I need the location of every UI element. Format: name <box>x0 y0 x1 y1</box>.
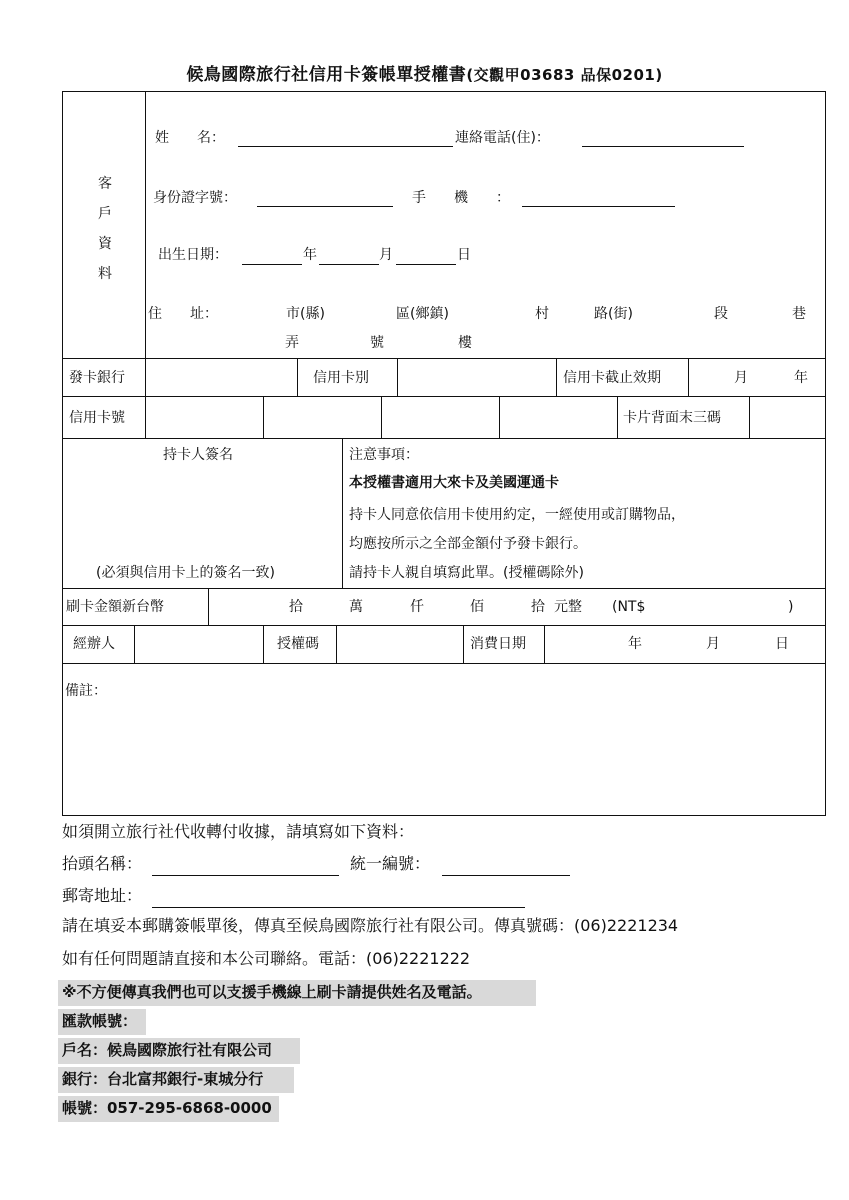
cell-divider <box>688 358 689 396</box>
remit-account-label: 匯款帳號： <box>62 1012 138 1030</box>
birth-month-unit: 月 <box>379 247 393 263</box>
amount-unit-ten-dollar: 拾 <box>531 599 545 615</box>
home-phone-field[interactable] <box>582 146 744 147</box>
birth-year-unit: 年 <box>303 247 317 263</box>
expiry-year-unit: 年 <box>794 370 808 386</box>
cell-divider <box>297 358 298 396</box>
cell-divider <box>463 625 464 663</box>
customer-section-char: 戶 <box>98 206 112 222</box>
purchase-day-unit: 日 <box>775 636 789 652</box>
row-divider <box>62 438 826 439</box>
fax-instruction: 請在填妥本郵購簽帳單後，傳真至候鳥國際旅行社有限公司。傳真號碼：(06)2221234 <box>62 916 679 935</box>
address-district-unit: 區(鄉鎮) <box>396 306 449 322</box>
document-title <box>0 60 849 85</box>
amount-label: 刷卡金額新台幣 <box>66 599 164 615</box>
contact-info: 如有任何問題請直接和本公司聯絡。電話：(06)2221222 <box>62 949 471 968</box>
address-section-unit: 段 <box>714 306 728 322</box>
card-type-label: 信用卡別 <box>313 370 369 386</box>
birth-date-label: 出生日期： <box>158 247 228 263</box>
mobile-label: 手 機 ： <box>412 190 510 206</box>
row-divider <box>62 588 826 589</box>
purchase-year-unit: 年 <box>628 636 642 652</box>
header-name-field[interactable] <box>152 875 339 876</box>
title-license: (交觀甲03683 品保0201) <box>466 66 663 84</box>
purchase-date-label: 消費日期 <box>470 636 526 652</box>
header-name-label: 抬頭名稱： <box>62 854 143 873</box>
address-alley-unit: 弄 <box>285 335 299 351</box>
issuing-bank-label: 發卡銀行 <box>69 370 125 386</box>
tax-id-field[interactable] <box>442 875 570 876</box>
address-village-unit: 村 <box>535 306 549 322</box>
cell-divider <box>749 396 750 438</box>
address-label: 住 址： <box>148 306 218 322</box>
address-number-unit: 號 <box>370 335 384 351</box>
amount-unit-dollar: 元整 <box>554 599 582 615</box>
address-floor-unit: 樓 <box>458 335 472 351</box>
name-field[interactable] <box>238 146 453 147</box>
birth-year-field[interactable] <box>242 264 302 265</box>
amount-nt-open: (NT$ <box>612 599 646 615</box>
cardholder-signature-label: 持卡人簽名 <box>163 447 233 463</box>
row-divider <box>62 663 826 664</box>
card-cvv-label: 卡片背面末三碼 <box>623 410 721 426</box>
cell-divider <box>544 625 545 663</box>
cell-divider <box>134 625 135 663</box>
card-expiry-label: 信用卡截止效期 <box>563 370 661 386</box>
mobile-payment-notice: ※不方便傳真我們也可以支援手機線上刷卡請提供姓名及電話。 <box>62 983 482 1001</box>
amount-unit-thousand: 仟 <box>410 599 424 615</box>
address-road-unit: 路(街) <box>594 306 633 322</box>
cell-divider <box>556 358 557 396</box>
cell-divider <box>263 625 264 663</box>
customer-section-divider <box>145 91 146 358</box>
customer-section-char: 料 <box>98 266 112 282</box>
birth-day-field[interactable] <box>396 264 456 265</box>
notice-heading: 注意事項： <box>349 447 419 463</box>
mail-address-label: 郵寄地址： <box>62 886 143 905</box>
birth-day-unit: 日 <box>457 247 471 263</box>
remarks-label: 備註： <box>65 683 107 699</box>
tax-id-label: 統一編號： <box>350 854 431 873</box>
cell-divider <box>145 358 146 396</box>
mail-address-field[interactable] <box>152 907 525 908</box>
notice-card-scope: 本授權書適用大來卡及美國運通卡 <box>349 475 559 491</box>
amount-unit-hundred: 佰 <box>470 599 484 615</box>
home-phone-label: 連絡電話(住)： <box>455 130 550 146</box>
customer-section-char: 資 <box>98 236 112 252</box>
amount-nt-close: ) <box>788 599 794 615</box>
bank-branch: 銀行：台北富邦銀行-東城分行 <box>62 1070 264 1088</box>
title-main: 候鳥國際旅行社信用卡簽帳單授權書 <box>186 65 467 85</box>
cell-divider <box>381 396 382 438</box>
id-number-field[interactable] <box>257 206 393 207</box>
row-divider <box>62 625 826 626</box>
birth-month-field[interactable] <box>319 264 379 265</box>
cell-divider <box>263 396 264 438</box>
expiry-month-unit: 月 <box>734 370 748 386</box>
notice-agreement: 持卡人同意依信用卡使用約定，一經使用或訂購物品， <box>349 507 685 523</box>
mobile-field[interactable] <box>522 206 675 207</box>
receipt-intro: 如須開立旅行社代收轉付收據，請填寫如下資料： <box>62 822 415 841</box>
signature-note: (必須與信用卡上的簽名一致) <box>96 565 275 581</box>
notice-self-fill: 請持卡人親自填寫此單。(授權碼除外) <box>349 565 584 581</box>
cell-divider <box>145 396 146 438</box>
card-number-label: 信用卡號 <box>69 410 125 426</box>
authorization-code-label: 授權碼 <box>277 636 319 652</box>
customer-section-char: 客 <box>98 176 112 192</box>
account-number: 帳號：057-295-6868-0000 <box>62 1099 272 1117</box>
cell-divider <box>617 396 618 438</box>
amount-unit-ten: 拾 <box>289 599 303 615</box>
name-label: 姓 名： <box>155 130 225 146</box>
id-number-label: 身份證字號： <box>153 190 237 206</box>
address-lane-unit: 巷 <box>792 306 806 322</box>
account-holder-name: 戶名：候鳥國際旅行社有限公司 <box>62 1041 273 1059</box>
cell-divider <box>397 358 398 396</box>
address-city-unit: 市(縣) <box>286 306 325 322</box>
amount-unit-ten-thousand: 萬 <box>349 599 363 615</box>
notice-payment: 均應按所示之全部金額付予發卡銀行。 <box>349 536 587 552</box>
row-divider <box>62 396 826 397</box>
cell-divider <box>208 588 209 625</box>
cell-divider <box>336 625 337 663</box>
purchase-month-unit: 月 <box>706 636 720 652</box>
handler-label: 經辦人 <box>73 636 115 652</box>
cell-divider <box>499 396 500 438</box>
cell-divider <box>342 438 343 588</box>
row-divider <box>62 358 826 359</box>
